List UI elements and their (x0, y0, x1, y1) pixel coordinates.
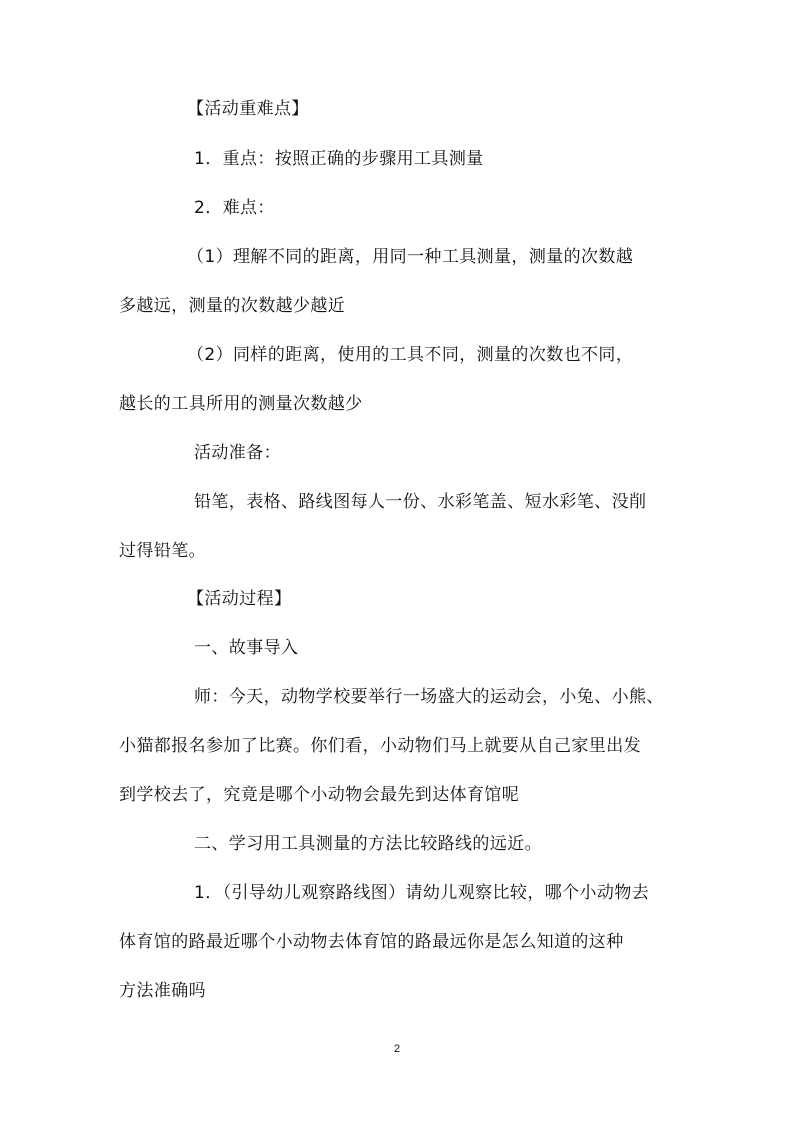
paragraph-line: 师：今天，动物学校要举行一场盛大的运动会，小兔、小熊、 (194, 687, 664, 707)
paragraph-line: 方法准确吗 (119, 981, 206, 1001)
section-heading-measurement: 二、学习用工具测量的方法比较路线的远近。 (194, 834, 542, 854)
paragraph-line: 1．（引导幼儿观察路线图）请幼儿观察比较，哪个小动物去 (194, 883, 650, 903)
paragraph-line: 越长的工具所用的测量次数越少 (119, 394, 363, 414)
paragraph-line: 2．难点： (194, 198, 275, 218)
paragraph-line: 1．重点：按照正确的步骤用工具测量 (194, 149, 484, 169)
page-number: 2 (393, 1043, 401, 1055)
section-label-preparation: 活动准备： (194, 443, 281, 463)
paragraph-line: （1）理解不同的距离，用同一种工具测量，测量的次数越 (187, 247, 634, 267)
paragraph-line: 体育馆的路最近哪个小动物去体育馆的路最远你是怎么知道的这种 (119, 932, 624, 952)
paragraph-line: 铅笔，表格、路线图每人一份、水彩笔盖、短水彩笔、没削 (194, 492, 647, 512)
paragraph-line: （2）同样的距离，使用的工具不同，测量的次数也不同， (187, 345, 634, 365)
heading-key-points: 【活动重难点】 (187, 99, 309, 119)
paragraph-line: 过得铅笔。 (119, 541, 206, 561)
paragraph-line: 到学校去了，究竟是哪个小动物会最先到达体育馆呢 (119, 785, 520, 805)
paragraph-line: 多越远，测量的次数越少越近 (119, 296, 346, 316)
heading-activity-process: 【活动过程】 (187, 589, 292, 609)
section-heading-story: 一、故事导入 (194, 638, 299, 658)
paragraph-line: 小猫都报名参加了比赛。你们看，小动物们马上就要从自己家里出发 (119, 736, 641, 756)
